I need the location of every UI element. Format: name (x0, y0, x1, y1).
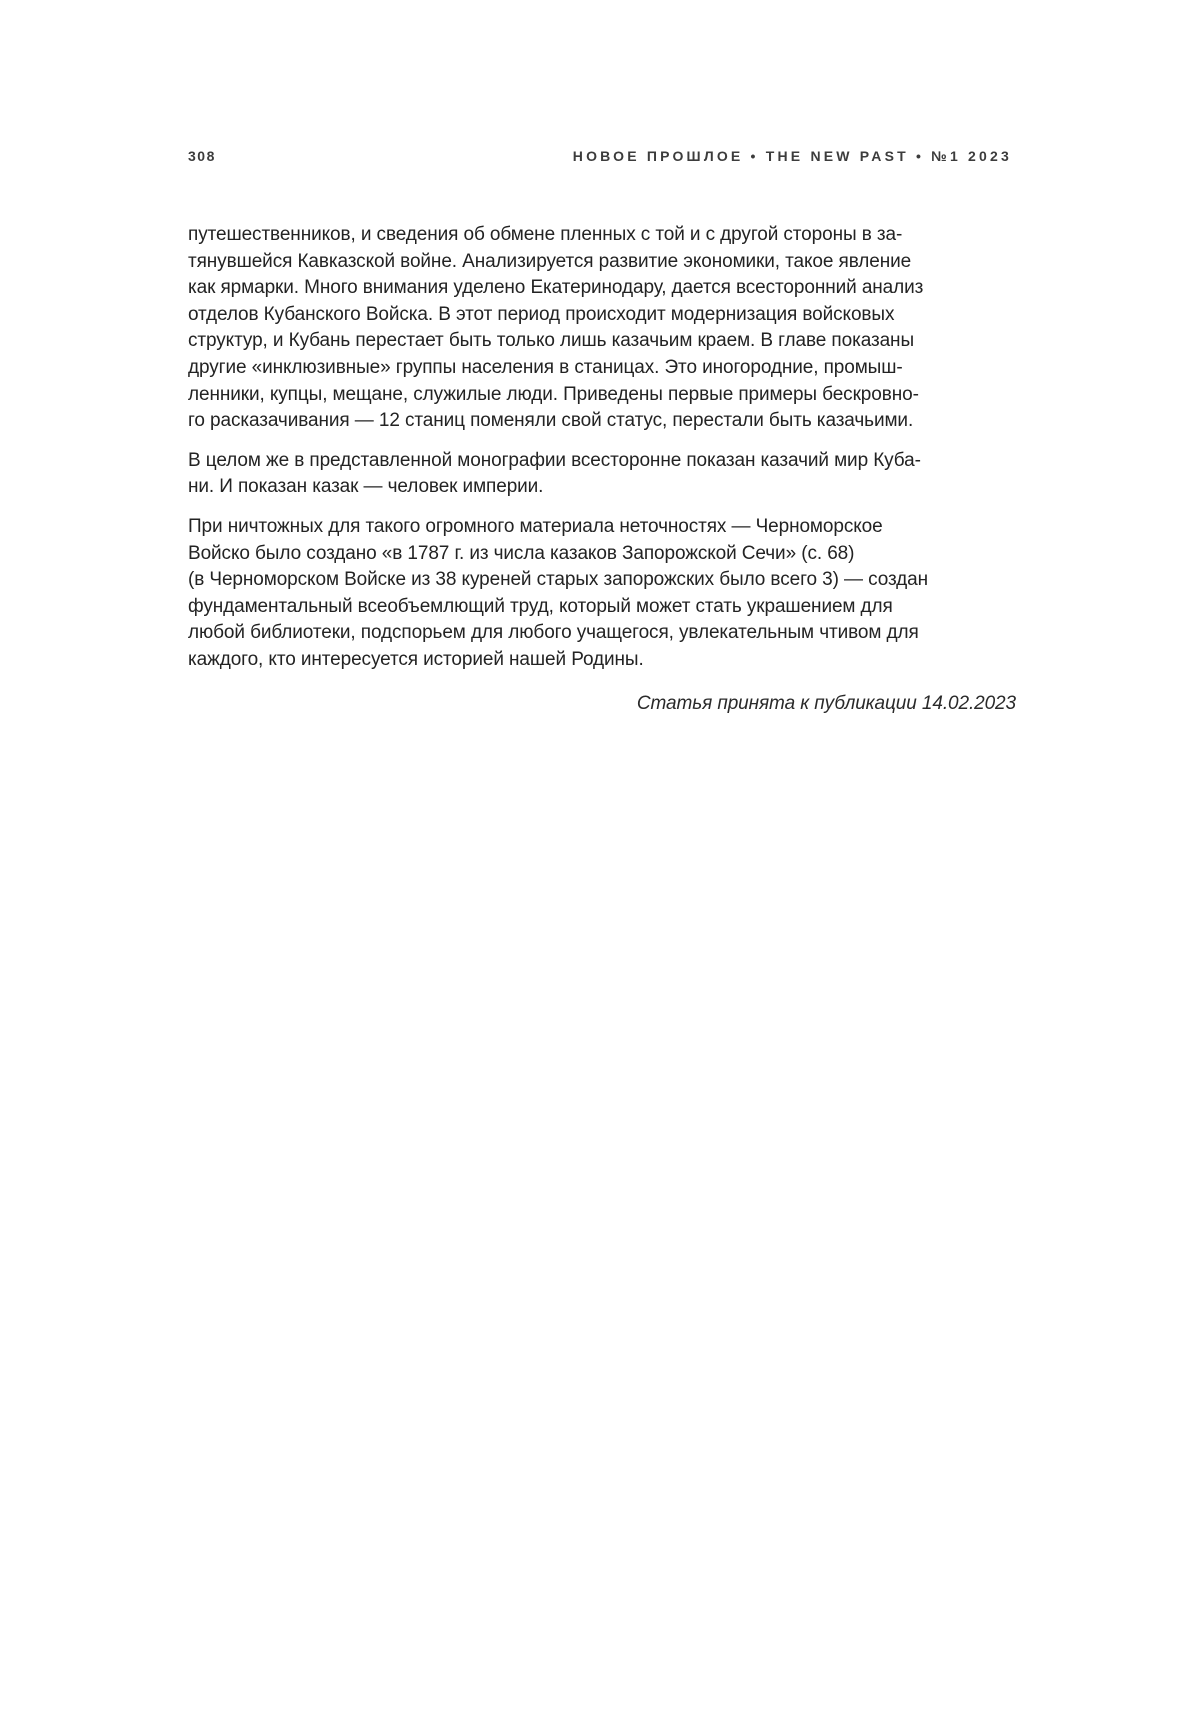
text-line: как ярмарки. Много внимания уделено Екатеринодару, дается всесторонний анализ (188, 277, 924, 299)
text-line: структур, и Кубань перестает быть только лишь казачьим краем. В главе показаны (188, 330, 915, 352)
running-header (188, 148, 1012, 164)
text-line: ни. И показан казак — человек империи. (188, 476, 544, 498)
text-line: ленники, купцы, мещане, служилые люди. Приведены первые примеры бескровно- (188, 383, 919, 405)
journal-title: НОВОЕ ПРОШЛОЕ • THE NEW PAST • №1 2023 (572, 148, 1012, 164)
text-line: путешественников, и сведения об обмене пленных с той и с другой стороны в за- (188, 224, 903, 245)
text-line: тянувшейся Кавказской войне. Анализируется развитие экономики, такое явление (188, 250, 912, 272)
text-line: (в Черноморском Войске из 38 куреней старых запорожских было всего 3) — создан (188, 569, 929, 591)
text-line: Войско было создано «в 1787 г. из числа казаков Запорожской Сечи» (с. 68) (188, 542, 855, 564)
paragraph-final-assessment (188, 514, 1016, 674)
text-line: отделов Кубанского Войска. В этот период происходит модернизация войсковых (188, 303, 895, 325)
text-line: В целом же в представленной монографии всесторонне показан казачий мир Куба- (188, 449, 921, 471)
acceptance-note: Статья принята к публикации 14.02.2023 (636, 692, 1016, 714)
text-line: При ничтожных для такого огромного материала неточностях — Черноморское (188, 515, 883, 537)
paragraph-conclusion (188, 448, 1016, 501)
text-line: го расказачивания — 12 станиц поменяли свой статус, перестали быть казачьими. (188, 410, 914, 432)
article-body (188, 222, 1016, 717)
paragraph-review-summary (188, 222, 1016, 435)
page-number: 308 (188, 148, 216, 164)
text-line: каждого, кто интересуется историей нашей Родины. (188, 648, 644, 670)
text-line: любой библиотеки, подспорьем для любого учащегося, увлекательным чтивом для (188, 622, 919, 644)
text-line: фундаментальный всеобъемлющий труд, который может стать украшением для (188, 595, 893, 617)
text-line: другие «инклюзивные» группы населения в станицах. Это иногородние, промыш- (188, 356, 903, 378)
